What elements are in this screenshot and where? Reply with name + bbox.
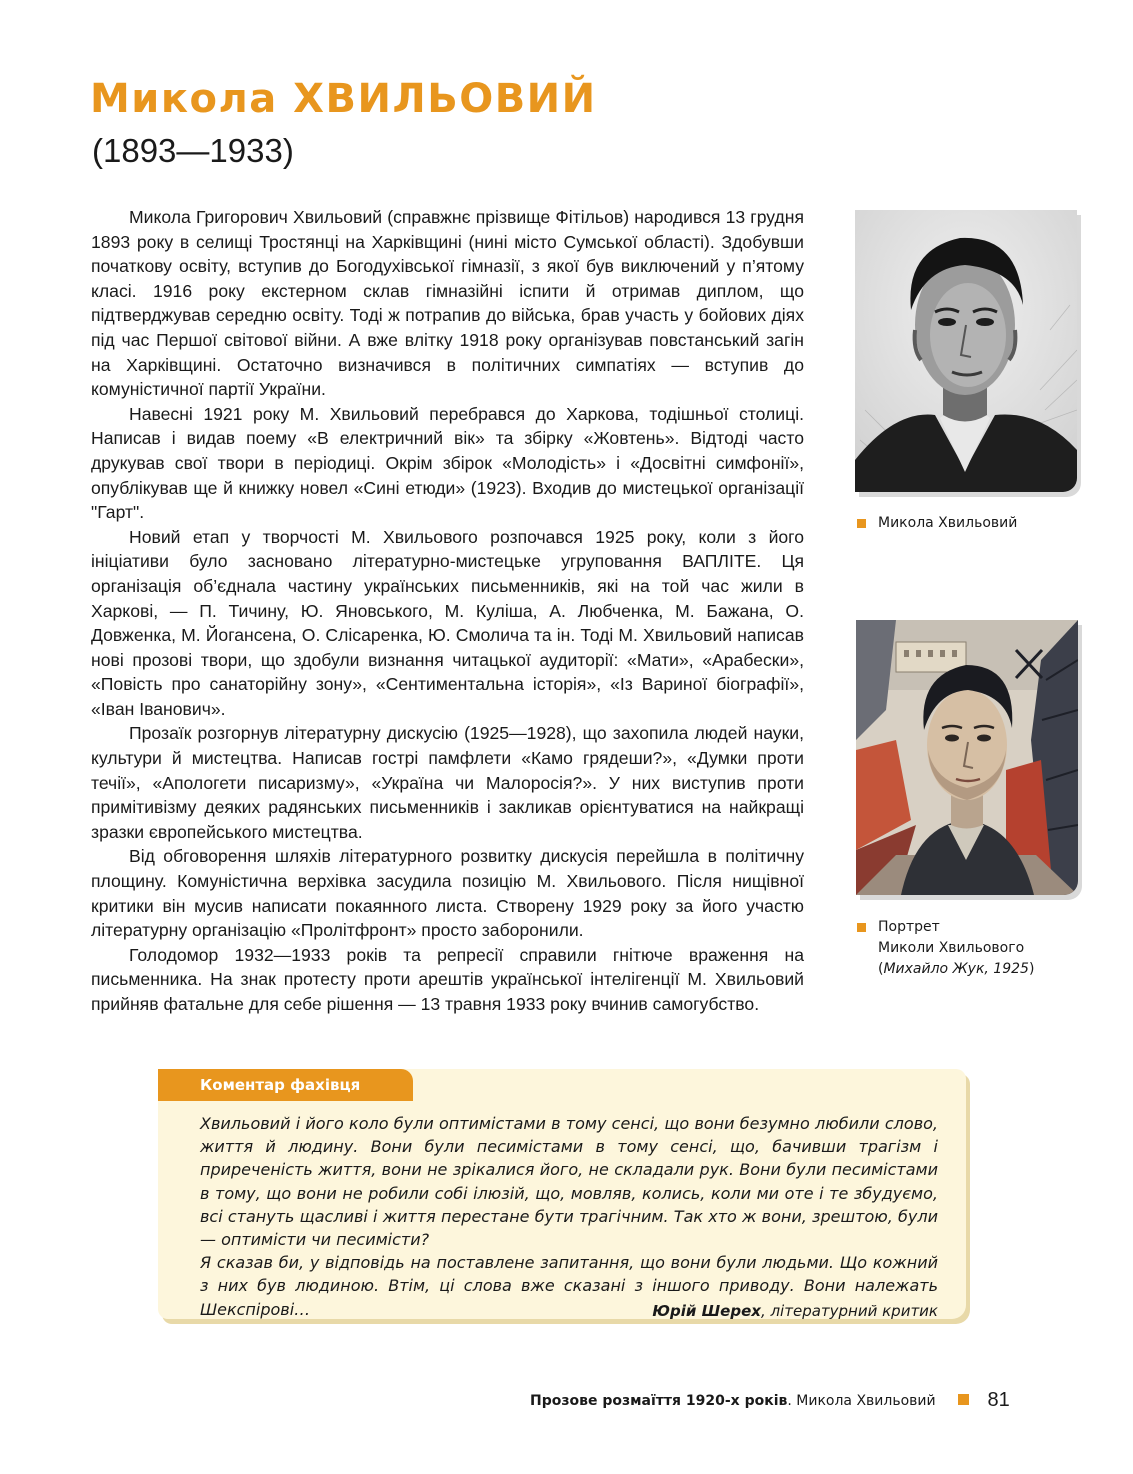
- comment-author-role: , літературний критик: [760, 1302, 938, 1320]
- paragraph: Микола Григорович Хвильовий (справжнє прізвище Фітільов) народився 13 грудня 1893 року в селищі Тростянці на Харківщині (нині місто Сумської області). Здобувши початкову освіту, вступив до Богодухівської гімназії, з якої був виключений у п’ятому класі. 1916 року екстерном склав гімназійні іспити й отримав диплом, що підтверджував середню освіту. Тоді ж потрапив до війська, брав участь у бойових діях під час Першої світової війни. А вже влітку 1918 року організував повстанський загін на Харківщині. Остаточно визначився в політичних симпатіях — вступив до комуністичної партії України.: [91, 207, 804, 400]
- biography-text: [91, 205, 804, 1017]
- page-title: Микола ХВИЛЬОВИЙ: [90, 76, 597, 122]
- portrait-author: Михайло Жук, 1925: [883, 961, 1029, 977]
- page-number: 81: [987, 1389, 1010, 1411]
- bullet-icon: [857, 519, 866, 528]
- paragraph: Прозаїк розгорнув літературну дискусію (1925—1928), що захопила людей науки, культури й мистецтва. Написав гострі памфлети «Камо грядеши?», «Думки проти течії», «Апологети писаризму», «Україна чи Малоросія?». У них виступив проти примітивізму деяких радянських письменників і закликав орієнтуватися на найкращі зразки європейського мистецтва.: [91, 723, 804, 842]
- life-years: (1893—1933): [92, 132, 294, 169]
- photo-caption: Микола Хвильовий: [857, 513, 1017, 534]
- portrait-caption: Портрет Миколи Хвильового (Михайло Жук, 1925): [857, 917, 1034, 980]
- author-photo: [855, 210, 1077, 492]
- paragraph: Новий етап у творчості М. Хвильового розпочався 1925 року, коли з його ініціативи було засновано літературно-мистецьке угруповання ВАПЛІТЕ. Ця організація об’єднала частину українських письменників, які на той час жили в Харкові, — П. Тичину, Ю. Яновського, М. Куліша, А. Любченка, М. Бажана, О. Довженка, М. Йогансена, О. Слісаренка, Ю. Смолича та ін. Тоді М. Хвильовий написав нові прозові твори, що здобули визнання читацької аудиторії: «Мати», «Арабески», «Повість про санаторійну зону», «Сентиментальна історія», «Із Вариної біографії», «Іван Іванович».: [91, 526, 804, 719]
- footer-topic: Микола Хвильовий: [796, 1393, 936, 1409]
- comment-paragraph: Хвильовий і його коло були оптимістами в тому сенсі, що вони безумно любили слово, життя й людину. Вони були песимістами в тому сенсі, що, бачивши трагізм і приреченість життя, вони не зрікалися його, не складали рук. Вони були песимістами в тому, що вони не робили собі ілюзій, що, мовляв, колись, коли ми оте і те збудуємо, всі стануть щасливі і життя перестане бути трагічним. Так хто ж вони, зрештою, були — оптимісти чи песимісти?: [200, 1114, 938, 1250]
- author-portrait-painting: [856, 620, 1078, 895]
- paragraph: Від обговорення шляхів літературного розвитку дискусія перейшла в політичну площину. Комуністична верхівка засудила позицію М. Хвильового. Після нищівної критики він мусив написати покаянного листа. Створену 1929 року за його участю літературну організацію «Пролітфронт» просто заборонили.: [91, 846, 804, 941]
- bullet-icon: [857, 923, 866, 932]
- footer-square-icon: [958, 1394, 969, 1405]
- comment-attribution: [652, 1302, 938, 1320]
- paragraph: Голодомор 1932—1933 років та репресії справили гнітюче враження на письменника. На знак протесту проти арештів української інтелігенції М. Хвильовий прийняв фатальне для себе рішення — 13 травня 1933 року вчинив самогубство.: [91, 944, 804, 1014]
- expert-comment-text: [200, 1112, 938, 1321]
- expert-comment-tab: Коментар фахівця: [158, 1069, 413, 1101]
- page-footer: Прозове розмаїття 1920-х років. Микола Хвильовий 81: [530, 1389, 1010, 1411]
- paragraph: Навесні 1921 року М. Хвильовий перебрався до Харкова, тодішньої столиці. Написав і видав поему «В електричний вік» та збірку «Жовтень». Відтоді часто друкував свої твори в періодиці. Окрім збірок «Молодість» і «Досвітні симфонії», опублікував ще й книжку новел «Сині етюди» (1923). Входив до мистецької організації "Гарт".: [91, 403, 804, 523]
- comment-author-name: Юрій Шерех: [652, 1302, 761, 1320]
- footer-section: Прозове розмаїття 1920-х років: [530, 1393, 788, 1409]
- comment-paragraph: Я сказав би, у відповідь на поставлене запитання, що вони були людьми. Що кожний з них був людиною. Втім, ці слова вже сказані з іншого приводу. Вони належать Шекспірові…: [200, 1253, 938, 1319]
